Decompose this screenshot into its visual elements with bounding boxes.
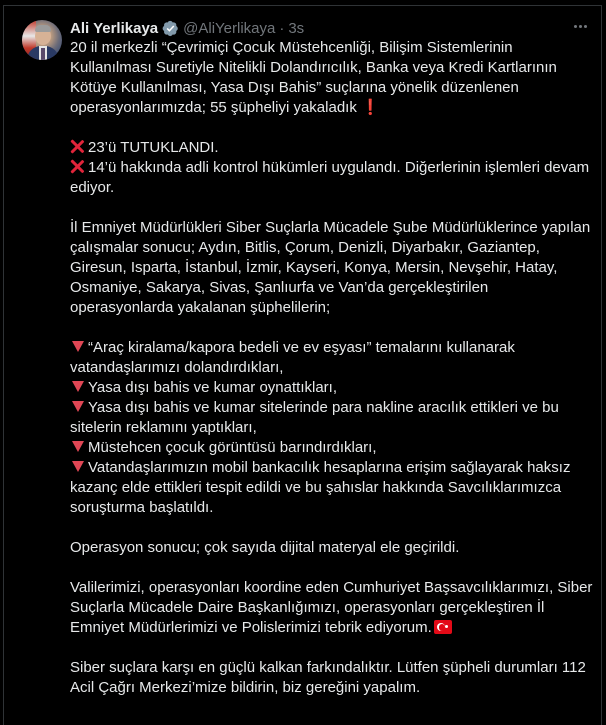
- turkey-flag-icon: [434, 620, 452, 634]
- finding-text: Yasa dışı bahis ve kumar sitelerinde para nakline aracılık ettikleri ve bu sitelerin reklamını yaptıkları,: [70, 399, 559, 436]
- red-triangle-down-icon: [72, 341, 84, 352]
- tweet-card[interactable]: [3, 5, 602, 725]
- result-line: [70, 158, 595, 198]
- tweet-timestamp[interactable]: 3s: [288, 19, 305, 37]
- paragraph-gap: [70, 558, 595, 578]
- result-text: 23’ü TUTUKLANDI.: [88, 139, 219, 156]
- result-line: [70, 138, 595, 158]
- cross-mark-icon: [70, 139, 84, 153]
- finding-text: “Araç kiralama/kapora bedeli ve ev eşyası” temalarını kullanarak vatandaşlarımızı dolandırdıkları,: [70, 339, 515, 376]
- author-name[interactable]: Ali Yerlikaya: [70, 19, 159, 37]
- exclamation-icon: ❗: [361, 99, 380, 116]
- thanks-text: Valilerimizi, operasyonları koordine eden Cumhuriyet Başsavcılıklarımızı, Siber Suçlarla Mücadele Daire Başkanlığımızı, operasyonları gerçekleştiren İl Emniyet Müdürlerimizi ve Polislerimizi tebrik ediyorum.: [70, 579, 593, 636]
- author-handle[interactable]: @AliYerlikaya: [183, 19, 276, 37]
- tweet-header: [70, 18, 304, 38]
- red-triangle-down-icon: [72, 401, 84, 412]
- outcome-paragraph: Operasyon sonucu; çok sayıda dijital materyal ele geçirildi.: [70, 539, 460, 556]
- ellipsis-icon: [574, 25, 577, 28]
- ellipsis-icon: [579, 25, 582, 28]
- closing-paragraph: Siber suçlara karşı en güçlü kalkan farkındalıktır. Lütfen şüpheli durumları 112 Acil Çağrı Merkezi’mize bildirin, biz gereğini yapalım.: [70, 659, 586, 696]
- finding-text: Vatandaşlarımızın mobil bankacılık hesaplarına erişim sağlayarak haksız kazanç elde ettikleri tespit edildi ve bu şahıslar hakkında Savcılıklarımızca soruşturma başlatıldı.: [70, 459, 571, 516]
- separator-dot: ·: [279, 19, 285, 37]
- thanks-paragraph: [70, 578, 595, 638]
- ellipsis-icon: [584, 25, 587, 28]
- more-options-button[interactable]: [574, 25, 587, 28]
- red-triangle-down-icon: [72, 381, 84, 392]
- red-triangle-down-icon: [72, 441, 84, 452]
- finding-line: [70, 338, 595, 378]
- verified-badge-icon: [162, 20, 179, 37]
- finding-line: [70, 378, 595, 398]
- finding-text: Müstehcen çocuk görüntüsü barındırdıkları,: [88, 439, 377, 456]
- paragraph-gap: [70, 198, 595, 218]
- avatar[interactable]: [22, 20, 62, 60]
- paragraph-gap: [70, 518, 595, 538]
- avatar-hair: [35, 25, 51, 32]
- paragraph-gap: [70, 118, 595, 138]
- finding-line: [70, 398, 595, 438]
- intro-text: 20 il merkezli “Çevrimiçi Çocuk Müstehcenliği, Bilişim Sistemlerinin Kullanılması Suretiyle Nitelikli Dolandırıcılık, Banka veya Kredi Kartlarının Kötüye Kullanılması, Yasa Dışı Bahis” suçlarına yönelik düzenlenen operasyonlarımızda; 55 şüpheliyi yakaladık: [70, 39, 557, 116]
- finding-text: Yasa dışı bahis ve kumar oynattıkları,: [88, 379, 338, 396]
- red-triangle-down-icon: [72, 461, 84, 472]
- finding-line: [70, 438, 595, 458]
- result-text: 14’ü hakkında adli kontrol hükümleri uygulandı. Diğerlerinin işlemleri devam ediyor.: [70, 159, 590, 196]
- paragraph-gap: [70, 638, 595, 658]
- cross-mark-icon: [70, 159, 84, 173]
- avatar-tie: [41, 48, 45, 60]
- tweet-text: [70, 38, 595, 698]
- paragraph-gap: [70, 318, 595, 338]
- flag-star-icon: [445, 625, 448, 628]
- finding-line: [70, 458, 595, 518]
- provinces-paragraph: İl Emniyet Müdürlükleri Siber Suçlarla Mücadele Şube Müdürlüklerince yapılan çalışmalar sonucu; Aydın, Bitlis, Çorum, Denizli, Diyarbakır, Gaziantep, Giresun, Isparta, İstanbul, İzmir, Kayseri, Konya, Mersin, Nevşehir, Hatay, Osmaniye, Sakarya, Sivas, Şanlıurfa ve Van’da gerçekleştirilen operasyonlarda yakalanan şüphelilerin;: [70, 219, 591, 316]
- intro-paragraph: [70, 38, 595, 118]
